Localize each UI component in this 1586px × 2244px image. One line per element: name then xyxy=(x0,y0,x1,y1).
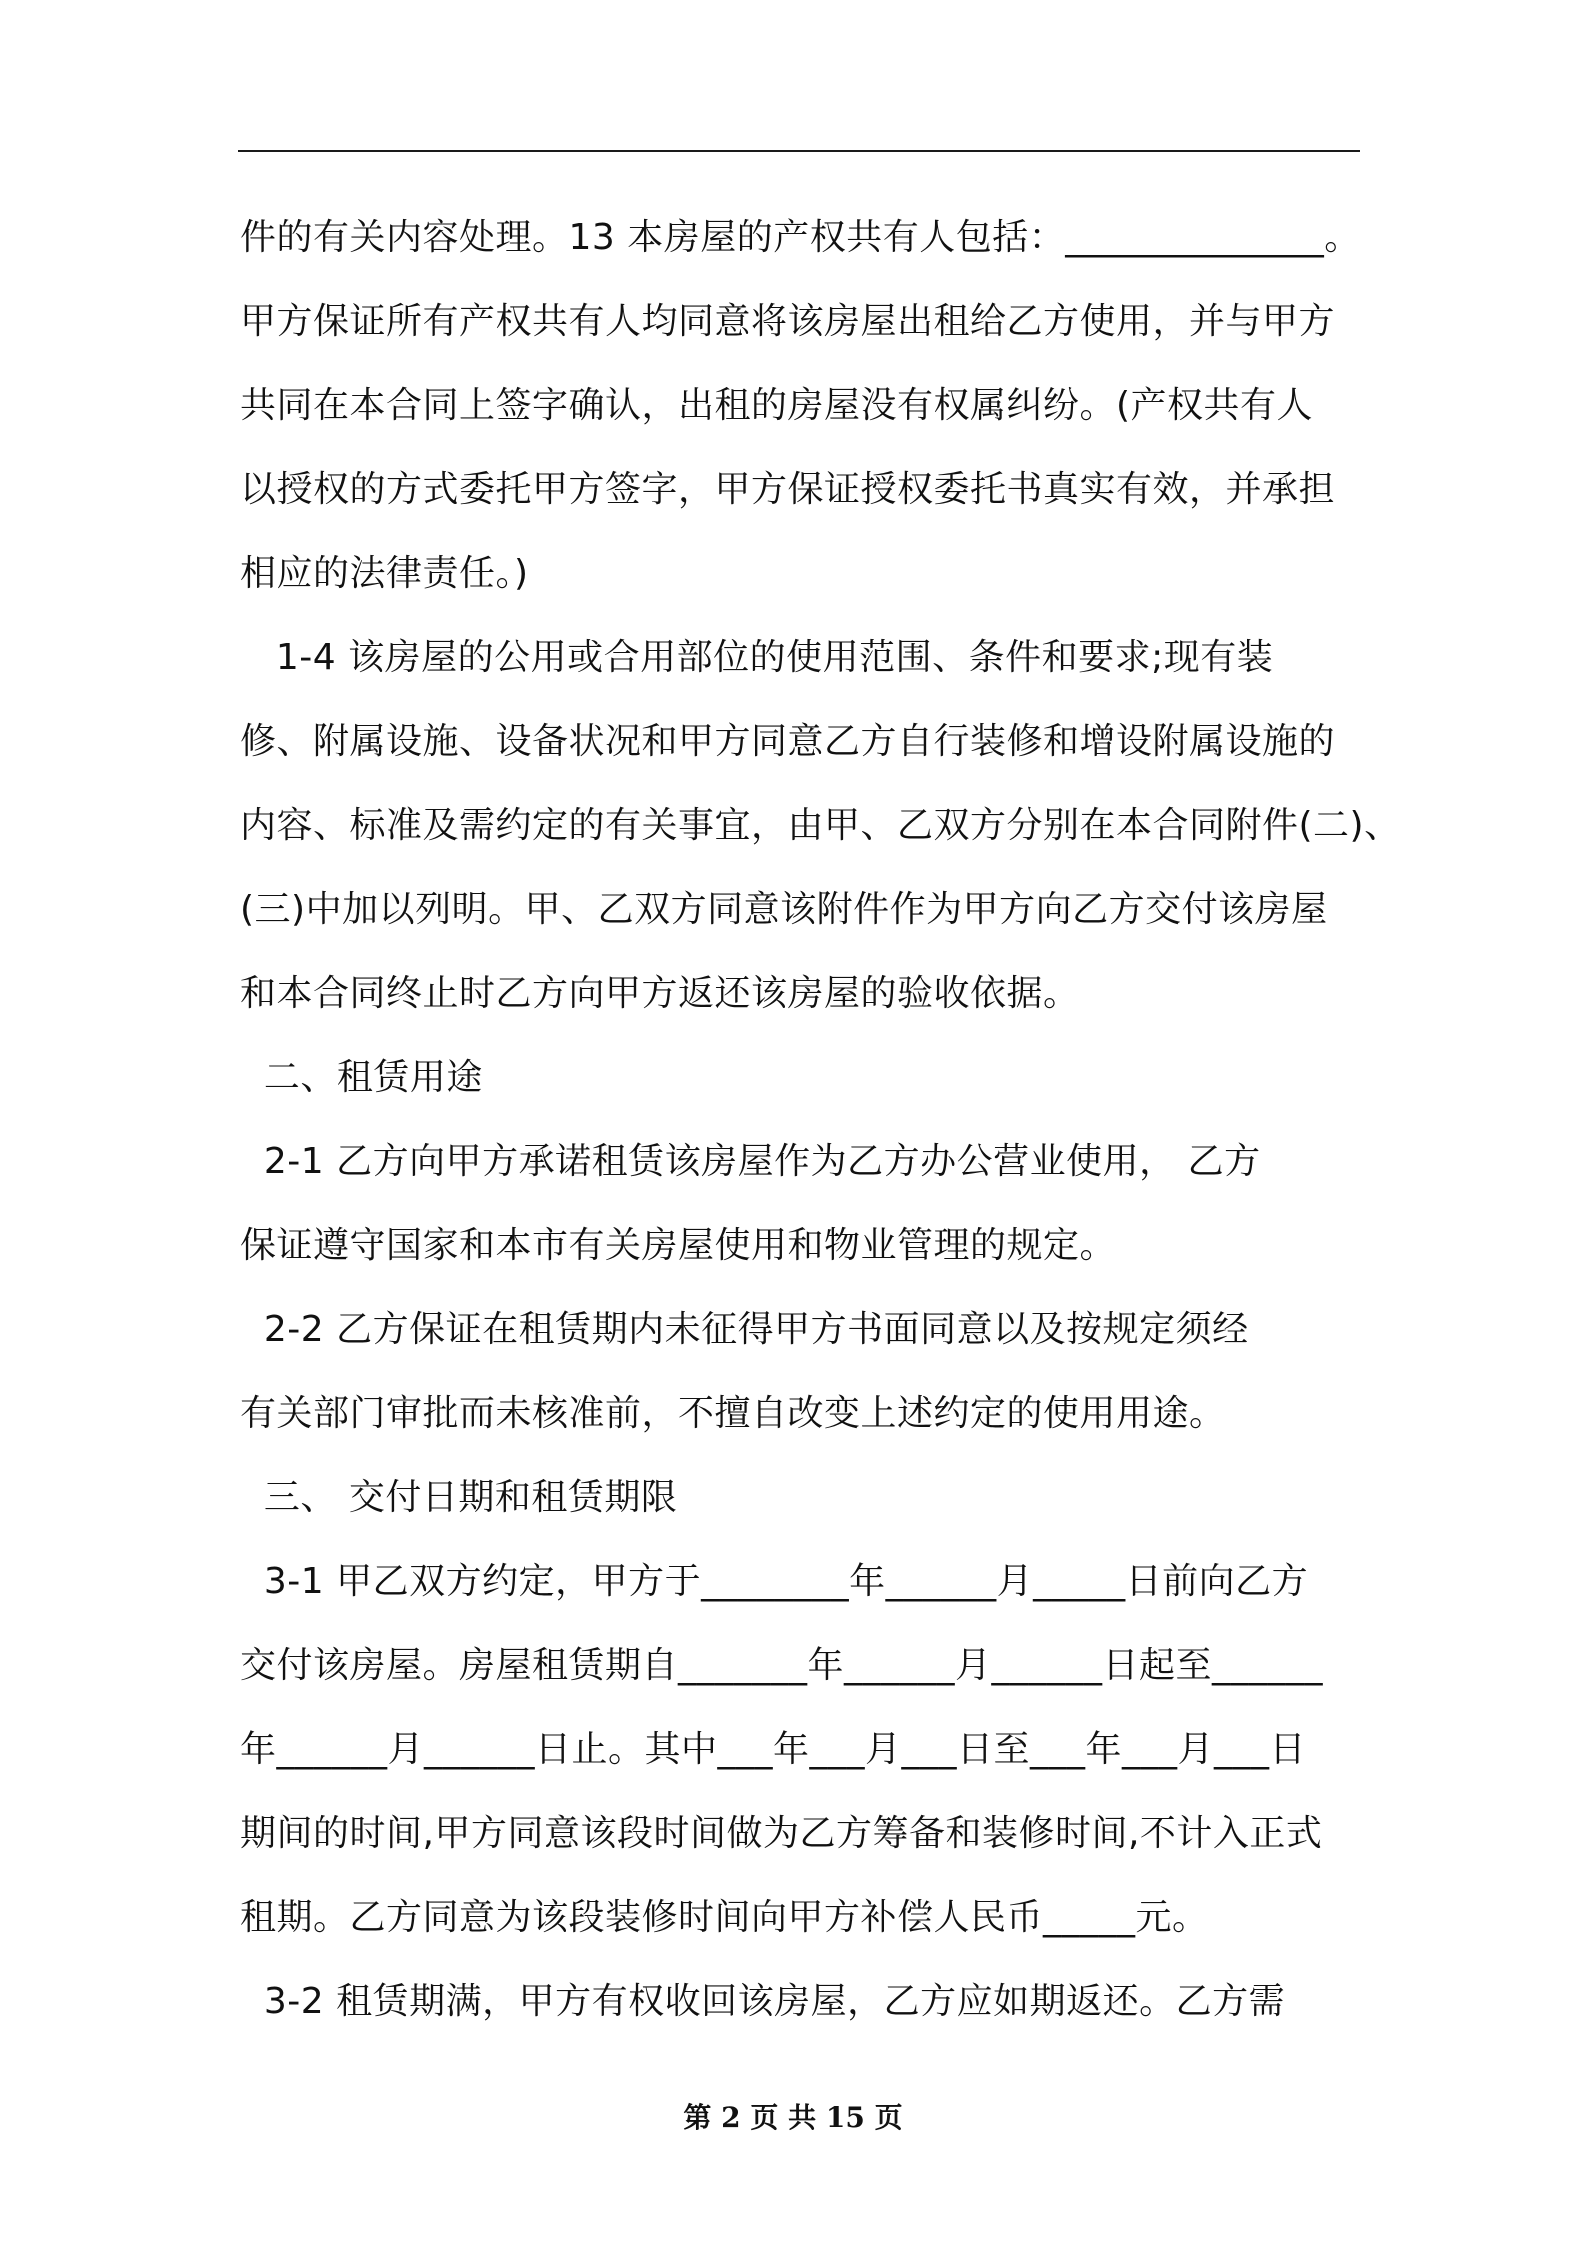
text-line: (三)中加以列明。甲、乙双方同意该附件作为甲方向乙方交付该房屋 xyxy=(240,889,1328,930)
text-line: 甲方保证所有产权共有人均同意将该房屋出租给乙方使用，并与甲方 xyxy=(240,301,1336,342)
section-heading: 二、租赁用途 xyxy=(240,1057,483,1098)
text-line: 年______月______日止。其中___年___月___日至___年___月___日 xyxy=(240,1729,1307,1770)
text-line: 1-4 该房屋的公用或合用部位的使用范围、条件和要求;现有装 xyxy=(240,637,1274,678)
text-line: 修、附属设施、设备状况和甲方同意乙方自行装修和增设附属设施的 xyxy=(240,721,1336,762)
text-line: 内容、标准及需约定的有关事宜，由甲、乙双方分别在本合同附件(二)、 xyxy=(240,805,1401,846)
text-line: 3-1 甲乙双方约定，甲方于________年______月_____日前向乙方 xyxy=(240,1561,1309,1602)
header-rule xyxy=(238,150,1360,152)
section-heading: 三、 交付日期和租赁期限 xyxy=(240,1477,678,1518)
text-line: 相应的法律责任。) xyxy=(240,553,529,594)
text-line: 以授权的方式委托甲方签字，甲方保证授权委托书真实有效，并承担 xyxy=(240,469,1336,510)
text-line: 期间的时间,甲方同意该段时间做为乙方筹备和装修时间,不计入正式 xyxy=(240,1813,1323,1854)
page-number: 第 2 页 共 15 页 xyxy=(683,2101,903,2134)
text-line: 件的有关内容处理。13 本房屋的产权共有人包括：______________。 xyxy=(240,217,1361,258)
text-line: 有关部门审批而未核准前，不擅自改变上述约定的使用用途。 xyxy=(240,1393,1226,1434)
text-line: 3-2 租赁期满，甲方有权收回该房屋，乙方应如期返还。乙方需 xyxy=(240,1981,1286,2022)
text-line: 2-2 乙方保证在租赁期内未征得甲方书面同意以及按规定须经 xyxy=(240,1309,1249,1350)
text-line: 2-1 乙方向甲方承诺租赁该房屋作为乙方办公营业使用， 乙方 xyxy=(240,1141,1261,1182)
text-line: 交付该房屋。房屋租赁期自_______年______月______日起至______ xyxy=(240,1645,1324,1686)
text-line: 租期。乙方同意为该段装修时间向甲方补偿人民币_____元。 xyxy=(240,1897,1209,1938)
text-line: 和本合同终止时乙方向甲方返还该房屋的验收依据。 xyxy=(240,973,1080,1014)
text-line: 共同在本合同上签字确认，出租的房屋没有权属纠纷。(产权共有人 xyxy=(240,385,1314,426)
text-line: 保证遵守国家和本市有关房屋使用和物业管理的规定。 xyxy=(240,1225,1117,1266)
document-body xyxy=(240,196,1401,2044)
